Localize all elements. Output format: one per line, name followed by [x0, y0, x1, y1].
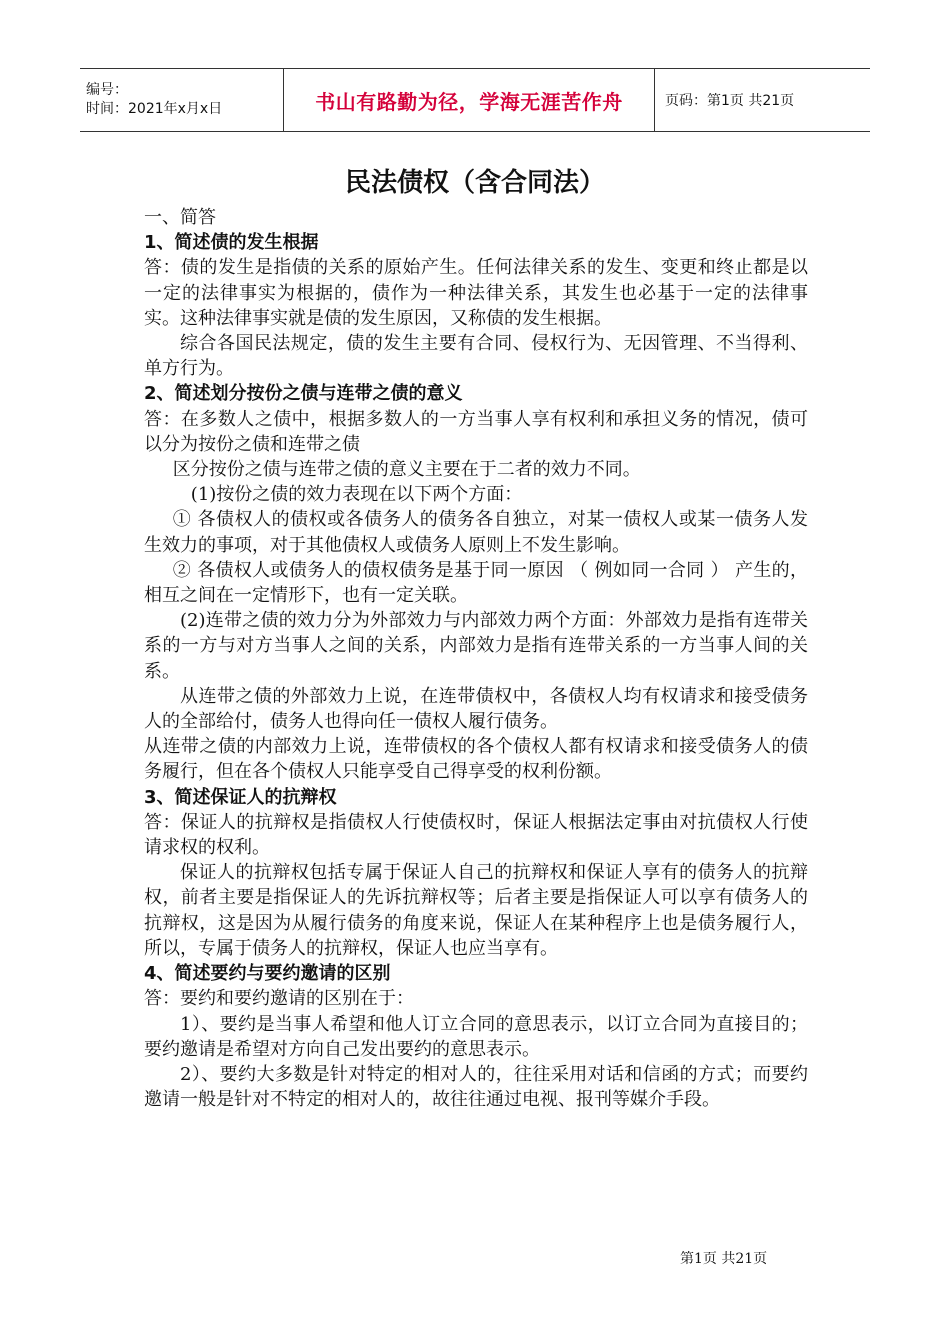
header-page-info: 页码：第1页 共21页 — [665, 93, 795, 109]
document-title: 民法债权（含合同法） — [344, 168, 605, 198]
section-heading: 一、简答 — [144, 207, 216, 228]
answer-paragraph: 区分按份之债与连带之债的意义主要在于二者的效力不同。 — [172, 459, 641, 481]
answer-paragraph: 综合各国民法规定，债的发生主要有合同、侵权行为、无因管理、不当得利、单方行为。 — [144, 333, 808, 380]
answer-paragraph: 答：保证人的抗辩权是指债权人行使债权时，保证人根据法定事由对抗债权人行使请求权的权利。 — [144, 811, 808, 859]
answer-paragraph: 答：要约和要约邀请的区别在于： — [144, 988, 414, 1010]
answer-paragraph: 答：在多数人之债中，根据多数人的一方当事人享有权利和承担义务的情况，债可以分为按份之债和连带之债 — [144, 408, 808, 455]
question-heading: 2、简述划分按份之债与连带之债的意义 — [144, 383, 463, 405]
question-heading: 4、简述要约与要约邀请的区别 — [144, 963, 391, 985]
page-header — [80, 68, 870, 132]
question-heading: 1、简述债的发生根据 — [144, 232, 319, 254]
answer-paragraph: 2）、要约大多数是针对特定的相对人的，往往采用对话和信函的方式；而要约邀请一般是针对不特定的相对人的，故往往通过电视、报刊等媒介手段。 — [144, 1063, 808, 1111]
header-slogan: 书山有路勤为径，学海无涯苦作舟 — [283, 69, 655, 131]
answer-paragraph: 从连带之债的外部效力上说，在连带债权中，各债权人均有权请求和接受债务人的全部给付，债务人也得向任一债权人履行债务。 — [144, 685, 808, 733]
question-heading: 3、简述保证人的抗辩权 — [144, 786, 337, 808]
answer-paragraph: 1）、要约是当事人希望和他人订立合同的意思表示，以订立合同为直接目的；要约邀请是希望对方向自己发出要约的意思表示。 — [144, 1013, 808, 1060]
document-number-label: 编号： — [86, 82, 128, 98]
answer-paragraph: (2)连带之债的效力分为外部效力与内部效力两个方面：外部效力是指有连带关系的一方与对方当事人之间的关系，内部效力是指有连带关系的一方当事人间的关系。 — [144, 610, 808, 682]
answer-paragraph: ① 各债权人的债权或各债务人的债务各自独立，对某一债权人或某一债务人发生效力的事项，对于其他债权人或债务人原则上不发生影响。 — [144, 509, 808, 556]
page-footer: 第1页 共21页 — [680, 1251, 768, 1267]
paragraph-list — [144, 230, 808, 1112]
document-body — [144, 205, 808, 1112]
document-time-label: 时间：2021年x月x日 — [86, 101, 223, 117]
answer-paragraph: 从连带之债的内部效力上说，连带债权的各个债权人都有权请求和接受债务人的债务履行，但在各个债权人只能享受自己得享受的权利份额。 — [144, 736, 808, 783]
header-meta — [80, 69, 283, 131]
answer-paragraph: 保证人的抗辩权包括专属于保证人自己的抗辩权和保证人享有的债务人的抗辩权，前者主要是指保证人的先诉抗辩权等；后者主要是指保证人可以享有债务人的抗辩权，这是因为从履行债务的角度来说，保证人在某种程序上也是债务履行人，所以，专属于债务人的抗辩权，保证人也应当享有。 — [144, 862, 808, 959]
answer-paragraph: ② 各债权人或债务人的债权债务是基于同一原因 （ 例如同一合同 ） 产生的，相互之间在一定情形下，也有一定关联。 — [144, 559, 808, 607]
answer-paragraph: 答：债的发生是指债的关系的原始产生。任何法律关系的发生、变更和终止都是以一定的法律事实为根据的，债作为一种法律关系，其发生也必基于一定的法律事实。这种法律事实就是债的发生原因，又称债的发生根据。 — [144, 257, 808, 329]
answer-paragraph: (1)按份之债的效力表现在以下两个方面： — [190, 484, 523, 506]
